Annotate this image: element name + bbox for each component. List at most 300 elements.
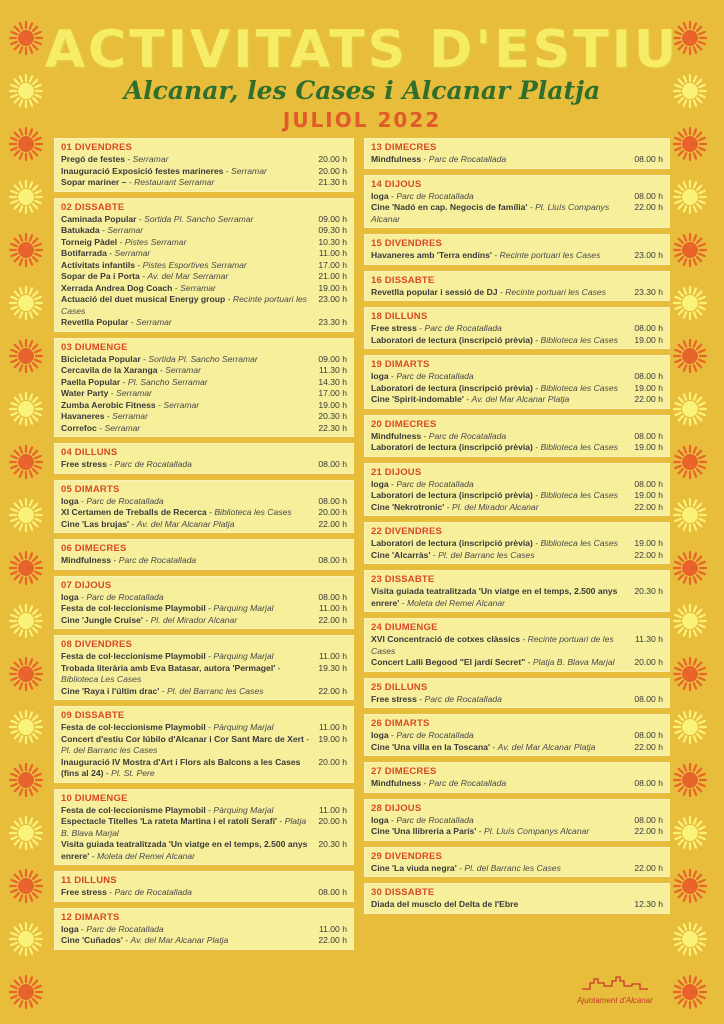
event-name: Caminada Popular: [61, 213, 137, 224]
sun-icon: [8, 179, 44, 215]
event-description: [61, 317, 318, 329]
event-description: [61, 260, 318, 272]
event-place: Av. del Mar Alcanar Platja: [471, 394, 570, 404]
event-name: Cine 'Nadó en cap. Negocis de família': [371, 202, 528, 212]
event-place: Serramar: [107, 225, 144, 235]
sun-icon: [672, 921, 708, 957]
day-card: [364, 138, 670, 169]
event-separator: -: [416, 693, 425, 704]
event-row: [61, 496, 347, 508]
event-row: [61, 271, 347, 283]
event-time: 20.00 h: [634, 657, 663, 667]
event-separator: -: [106, 459, 115, 469]
event-name: Festa de col·leccionisme Playmobil: [61, 722, 206, 732]
event-separator: -: [157, 365, 166, 375]
event-time: 08.00 h: [318, 591, 347, 602]
event-description: [371, 502, 634, 514]
event-description: [371, 863, 634, 875]
event-row: [61, 237, 347, 249]
event-name: Botifarrada: [61, 248, 107, 258]
day-card: [364, 762, 670, 793]
event-place: Recinte portuari les Cases: [61, 294, 307, 316]
day-title: 20 DIMECRES: [371, 418, 437, 430]
event-time: 20.00 h: [318, 756, 347, 767]
event-row: [371, 730, 663, 742]
event-place: Recinte portuari les Cases: [505, 286, 607, 297]
event-description: [61, 388, 318, 400]
event-time: 22.00 h: [634, 202, 663, 212]
event-description: [61, 935, 318, 947]
event-place: Parc de Rocatallada: [86, 923, 164, 934]
event-name: Trobada literària amb Eva Batasar, autora 'Permagel': [61, 662, 276, 673]
sun-icon: [8, 444, 44, 480]
event-description: [61, 166, 318, 178]
event-description: [61, 816, 318, 839]
event-separator: -: [223, 165, 232, 176]
event-description: [371, 371, 634, 383]
day-title: 27 DIMECRES: [371, 766, 437, 777]
event-separator: -: [78, 923, 87, 934]
event-separator: -: [303, 733, 310, 744]
event-separator: -: [172, 282, 181, 293]
day-card: [364, 714, 670, 756]
event-description: [61, 377, 318, 389]
event-name: Cine 'Las brujas': [61, 518, 130, 529]
event-place: Parc de Rocatallada: [114, 887, 192, 897]
event-row: [61, 225, 347, 237]
event-time: 19.00 h: [634, 442, 663, 452]
event-separator: -: [277, 816, 285, 826]
event-separator: -: [125, 154, 133, 164]
event-row: [371, 826, 663, 838]
poster-title: ACTIVITATS D'ESTIU: [44, 20, 680, 80]
event-place: Av. del Mar Alcanar Platja: [130, 935, 229, 945]
event-time: 19.00 h: [318, 733, 347, 744]
event-row: [371, 394, 663, 406]
event-row: [61, 388, 347, 400]
town-hall-name: Ajuntament d'Alcanar: [577, 996, 653, 1005]
event-row: [371, 490, 663, 502]
event-time: 08.00 h: [634, 693, 663, 704]
event-separator: -: [103, 768, 112, 778]
event-time: 23.00 h: [318, 294, 347, 304]
event-row: [61, 519, 347, 531]
event-row: [61, 400, 347, 412]
event-time: 20.30 h: [634, 586, 663, 596]
sun-icon: [672, 285, 708, 321]
event-description: [61, 887, 318, 899]
day-title: 10 DIUMENGE: [61, 792, 128, 804]
day-title: 30 DISSABTE: [371, 887, 435, 898]
event-description: [371, 394, 634, 406]
event-place: Serramar: [112, 411, 148, 421]
event-description: [61, 459, 318, 471]
event-time: 08.00 h: [634, 430, 663, 441]
event-place: Sortida Pl. Sancho Serramar: [144, 213, 254, 224]
event-name: Cine 'Jungle Cruise': [61, 614, 143, 625]
day-title: 28 DIJOUS: [371, 802, 422, 814]
event-time: 22.00 h: [634, 501, 663, 512]
day-card: [54, 338, 354, 438]
event-row: [371, 863, 663, 875]
event-name: Cine 'Alcarràs': [371, 549, 431, 560]
event-place: Av. del Mar Alcanar Platja: [136, 518, 235, 529]
event-name: Pregó de festes: [61, 154, 125, 164]
event-description: [371, 634, 635, 657]
event-separator: -: [142, 614, 151, 625]
event-time: 08.00 h: [634, 190, 663, 201]
event-separator: -: [421, 154, 429, 164]
day-title: 29 DIVENDRES: [371, 850, 443, 862]
event-time: 10.30 h: [318, 236, 347, 247]
event-row: [371, 479, 663, 491]
event-separator: -: [399, 597, 407, 608]
event-row: [61, 663, 347, 686]
event-name: Free stress: [371, 323, 417, 333]
day-card: [364, 271, 670, 302]
event-row: [371, 335, 663, 347]
event-row: [61, 757, 347, 780]
event-description: [371, 694, 634, 706]
event-name: Torneig Pàdel: [61, 236, 118, 247]
day-title: 01 DIVENDRES: [61, 142, 133, 153]
left-schedule-column: [54, 138, 354, 956]
event-description: [371, 538, 634, 550]
event-place: Moleta del Remei Alcanar: [406, 597, 506, 608]
event-place: Parc de Rocatallada: [86, 495, 164, 506]
event-row: [61, 260, 347, 272]
event-row: [61, 317, 347, 329]
event-description: [371, 586, 634, 609]
event-place: Recinte portuari les Cases: [499, 250, 601, 260]
event-description: [371, 323, 634, 335]
event-place: Serramar: [231, 165, 267, 176]
sun-icon: [672, 603, 708, 639]
event-separator: -: [117, 236, 125, 247]
event-place: Pàrquing Marjal: [213, 722, 274, 732]
event-time: 19.00 h: [634, 334, 663, 345]
sun-icon: [8, 550, 44, 586]
event-row: [371, 371, 663, 383]
event-time: 22.00 h: [634, 862, 663, 873]
event-name: Ioga: [371, 814, 389, 825]
day-title: 25 DILLUNS: [371, 681, 428, 693]
event-row: [371, 287, 663, 299]
event-name: Batukada: [61, 225, 100, 235]
event-time: 19.00 h: [318, 399, 347, 410]
event-place: Pàrquing Marjal: [213, 603, 274, 613]
event-description: [371, 899, 634, 911]
event-time: 22.30 h: [318, 422, 347, 433]
event-time: 22.00 h: [318, 614, 347, 625]
day-title: 23 DISSABTE: [371, 574, 435, 585]
right-sun-border: [664, 0, 724, 1024]
event-name: Cine 'Una villa en la Toscana': [371, 741, 491, 752]
event-row: [61, 651, 347, 663]
event-name: Zumba Aerobic Fitness: [61, 399, 156, 410]
event-name: Activitats infantils: [61, 259, 136, 270]
event-place: Restaurant Serramar: [134, 177, 215, 187]
day-card: [364, 175, 670, 229]
event-row: [61, 805, 347, 817]
event-place: Pl. del Barranc les Cases: [464, 862, 561, 873]
event-separator: -: [120, 376, 128, 387]
left-sun-border: [0, 0, 60, 1024]
event-time: 20.00 h: [318, 165, 347, 176]
sun-icon: [8, 338, 44, 374]
event-place: Av. del Mar Alcanar Platja: [497, 741, 596, 752]
event-time: 09.00 h: [318, 213, 347, 224]
event-description: [61, 271, 318, 283]
event-name: Revetlla Popular: [61, 317, 129, 327]
day-title: 09 DISSABTE: [61, 710, 125, 721]
event-name: Cine 'Spirit-indomable': [371, 394, 464, 404]
day-card: [364, 799, 670, 841]
sun-icon: [672, 815, 708, 851]
event-separator: -: [205, 804, 214, 815]
event-separator: -: [106, 248, 115, 258]
event-row: [61, 154, 347, 166]
event-name: Laboratori de lectura (inscripció prèvia): [371, 490, 533, 500]
day-card: [364, 618, 670, 672]
event-description: [371, 154, 634, 166]
event-separator: -: [155, 399, 164, 410]
event-time: 09.00 h: [318, 353, 347, 364]
event-row: [61, 166, 347, 178]
town-skyline-icon: [580, 975, 650, 991]
event-place: Parc de Rocatallada: [114, 459, 192, 469]
event-description: [61, 686, 318, 698]
event-description: [371, 335, 634, 347]
day-title: 11 DILLUNS: [61, 875, 117, 886]
event-row: [371, 586, 663, 609]
event-separator: -: [104, 411, 113, 421]
sun-icon: [672, 868, 708, 904]
day-card: [54, 789, 354, 866]
event-name: Espectacle Titelles 'La rateta Martina i el ratolí Serafí': [61, 816, 277, 826]
event-description: [61, 496, 318, 508]
event-place: Pàrquing Marjal: [213, 651, 274, 661]
event-name: Bicicletada Popular: [61, 353, 141, 364]
event-place: Platja B. Blava Marjal: [532, 657, 615, 667]
event-separator: -: [122, 935, 131, 945]
event-row: [61, 377, 347, 389]
event-description: [61, 722, 319, 734]
event-description: [371, 202, 634, 225]
event-separator: -: [525, 657, 533, 667]
poster-header: [0, 20, 724, 134]
poster-month: JULIOL 2022: [282, 108, 442, 132]
event-description: [61, 519, 318, 531]
event-separator: -: [205, 651, 214, 661]
event-name: Festa de col·leccionisme Playmobil: [61, 804, 206, 815]
event-separator: -: [89, 850, 97, 861]
event-time: 22.00 h: [634, 549, 663, 560]
event-name: Revetlla popular i sessió de DJ: [371, 286, 498, 297]
event-row: [61, 411, 347, 423]
event-row: [371, 815, 663, 827]
poster-subtitle: Alcanar, les Cases i Alcanar Platja: [123, 76, 601, 105]
event-row: [61, 615, 347, 627]
day-card: [364, 355, 670, 409]
sun-icon: [672, 762, 708, 798]
day-title: 19 DIMARTS: [371, 359, 430, 370]
event-description: [61, 365, 319, 377]
sun-icon: [8, 921, 44, 957]
event-row: [371, 694, 663, 706]
event-name: Actuació del duet musical Energy group: [61, 294, 226, 304]
event-description: [371, 490, 634, 502]
event-separator: -: [78, 591, 87, 602]
day-card: [364, 415, 670, 457]
sun-icon: [672, 179, 708, 215]
event-time: 11.00 h: [318, 923, 347, 934]
event-name: Havaneres: [61, 411, 105, 421]
event-time: 22.00 h: [634, 826, 663, 836]
event-separator: -: [430, 549, 439, 560]
sun-icon: [8, 391, 44, 427]
event-description: [371, 287, 634, 299]
event-name: Mindfulness: [61, 555, 112, 565]
event-row: [371, 538, 663, 550]
event-description: [371, 479, 634, 491]
event-time: 08.00 h: [634, 154, 663, 164]
day-card: [54, 138, 354, 192]
event-description: [371, 778, 634, 790]
day-card: [54, 443, 354, 474]
event-separator: -: [106, 887, 115, 897]
event-place: Parc de Rocatallada: [86, 591, 164, 602]
event-name: Free stress: [61, 459, 107, 469]
event-time: 08.00 h: [318, 459, 347, 469]
day-card: [364, 847, 670, 878]
town-hall-logo: [560, 975, 670, 1005]
event-place: Moleta del Remei Alcanar: [96, 850, 196, 861]
event-row: [61, 887, 347, 899]
event-row: [61, 935, 347, 947]
day-title: 14 DIJOUS: [371, 178, 422, 190]
sun-icon: [672, 974, 708, 1010]
event-place: Recinte portuari de les Cases: [371, 634, 614, 656]
event-time: 08.00 h: [634, 371, 663, 381]
event-place: Serramar: [114, 248, 151, 258]
event-time: 20.00 h: [318, 507, 347, 517]
event-place: Pàrquing Marjal: [213, 804, 274, 815]
event-time: 22.00 h: [318, 518, 347, 529]
day-title: 24 DIUMENGE: [371, 622, 438, 633]
event-row: [371, 383, 663, 395]
day-title: 02 DISSABTE: [61, 201, 125, 213]
event-row: [371, 442, 663, 454]
day-card: [364, 570, 670, 612]
event-separator: -: [491, 250, 500, 260]
event-time: 14.30 h: [318, 376, 347, 387]
event-separator: -: [111, 555, 119, 565]
sun-icon: [8, 974, 44, 1010]
event-row: [61, 686, 347, 698]
day-title: 15 DIVENDRES: [371, 238, 443, 249]
event-row: [371, 154, 663, 166]
event-separator: -: [476, 826, 484, 836]
day-card: [364, 234, 670, 265]
event-separator: -: [520, 634, 528, 644]
sun-icon: [8, 603, 44, 639]
event-description: [61, 154, 318, 166]
event-name: Mindfulness: [371, 154, 422, 164]
day-card: [364, 307, 670, 349]
event-place: Parc de Rocatallada: [428, 154, 507, 164]
event-place: Parc de Rocatallada: [396, 371, 474, 381]
event-time: 19.00 h: [634, 382, 663, 393]
event-name: Cine 'Raya i l'últim drac': [61, 685, 160, 696]
day-card: [54, 706, 354, 783]
day-card: [54, 198, 354, 332]
event-separator: -: [126, 177, 135, 187]
event-row: [61, 734, 347, 757]
event-time: 19.00 h: [318, 282, 347, 293]
event-place: Parc de Rocatallada: [428, 430, 507, 441]
day-title: 04 DILLUNS: [61, 447, 118, 458]
event-name: Ioga: [61, 923, 79, 934]
event-row: [371, 899, 663, 911]
event-row: [61, 839, 347, 862]
event-row: [61, 722, 347, 734]
event-separator: -: [532, 538, 541, 548]
event-place: Serramar: [135, 317, 172, 327]
event-description: [61, 354, 318, 366]
event-row: [61, 592, 347, 604]
event-name: Concert Lalli Begood "El jardí Secret": [371, 657, 526, 667]
event-place: Av. del Mar Serramar: [147, 271, 229, 281]
event-separator: -: [78, 495, 87, 506]
event-description: [371, 442, 634, 454]
event-name: Cine 'Cuñados': [61, 935, 123, 945]
event-description: [61, 615, 318, 627]
event-separator: -: [159, 685, 167, 696]
event-separator: -: [388, 478, 397, 489]
event-row: [61, 248, 347, 260]
event-time: 19.30 h: [318, 662, 347, 673]
day-card: [54, 635, 354, 700]
event-time: 09.30 h: [318, 225, 347, 235]
event-time: 17.00 h: [318, 388, 347, 398]
event-name: XI Certamen de Treballs de Recerca: [61, 507, 207, 517]
event-name: Free stress: [371, 693, 417, 704]
event-description: [371, 657, 634, 669]
event-row: [61, 365, 347, 377]
event-description: [61, 651, 319, 663]
event-place: Biblioteca les Cases: [540, 442, 618, 452]
event-place: Pl. del Barranc les Cases: [166, 685, 264, 696]
day-title: 06 DIMECRES: [61, 543, 127, 554]
event-separator: -: [388, 190, 397, 201]
event-description: [371, 815, 634, 827]
event-time: 20.30 h: [318, 411, 347, 421]
event-time: 20.00 h: [318, 816, 347, 826]
event-row: [61, 603, 347, 615]
event-description: [371, 383, 634, 395]
day-title: 22 DIVENDRES: [371, 526, 443, 537]
event-place: Pl. Sancho Serramar: [127, 376, 208, 387]
event-place: Serramar: [116, 388, 152, 398]
event-separator: -: [463, 394, 472, 404]
event-separator: -: [388, 371, 397, 381]
event-description: [61, 603, 319, 615]
day-card: [54, 539, 354, 570]
event-separator: -: [205, 722, 214, 732]
sun-icon: [8, 656, 44, 692]
event-row: [61, 507, 347, 519]
